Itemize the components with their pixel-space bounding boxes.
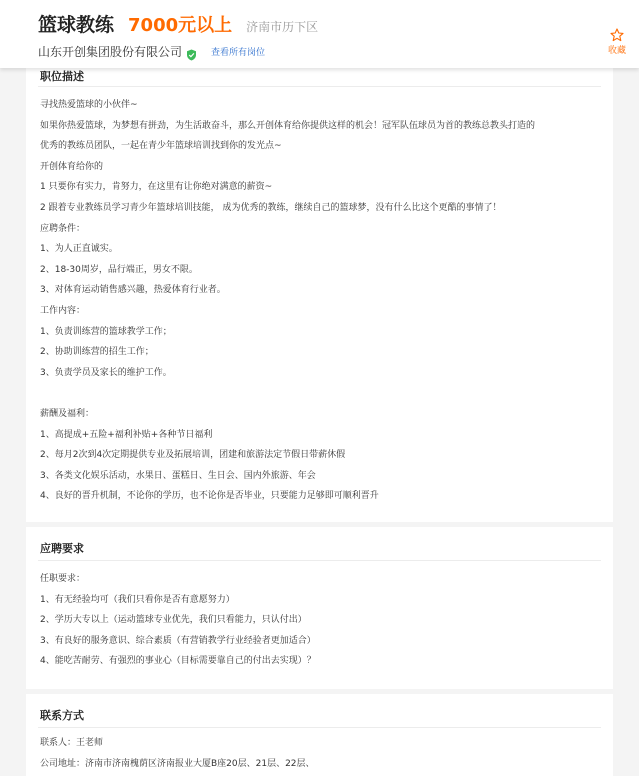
star-icon (610, 27, 624, 41)
description-lines (40, 95, 605, 507)
text-line: 2、学历大专以上（运动篮球专业优先，我们只看能力，只认付出） (40, 615, 307, 626)
requirements-lines (40, 569, 605, 672)
section-title: 应聘要求 (40, 542, 84, 555)
verified-shield-icon (186, 46, 197, 58)
text-line: 2、18-30周岁，品行端正，男女不限。 (40, 264, 198, 275)
divider (38, 727, 601, 728)
divider (38, 560, 601, 561)
job-location: 济南市历下区 (246, 20, 319, 34)
job-title: 篮球教练 (38, 14, 115, 36)
requirements-section (26, 527, 613, 689)
company-name[interactable]: 山东开创集团股份有限公司 (38, 45, 183, 59)
text-line: 薪酬及福利： (40, 408, 95, 419)
text-line: 优秀的教练员团队，一起在青少年篮球培训找到你的发光点~ (40, 141, 282, 152)
text-line: 3、各类文化娱乐活动，水果日、蛋糕日、生日会、国内外旅游、年会 (40, 470, 316, 481)
divider (38, 86, 601, 87)
text-line: 任职要求： (40, 574, 86, 584)
text-line (40, 383, 605, 404)
text-line: 如果你热爱篮球，为梦想有拼劲，为生活敢奋斗，那么开创体育给你提供这样的机会！冠军队伍球员为首的教练总教头打造的 (40, 120, 536, 131)
text-line: 2 跟着专业教练员学习青少年篮球培训技能， 成为优秀的教练，继续自己的篮球梦，没有什么比这个更酷的事情了！ (40, 202, 502, 213)
text-line: 1、负责训练营的篮球教学工作； (40, 326, 172, 337)
text-line: 2、协助训练营的招生工作； (40, 347, 154, 358)
text-line: 寻找热爱篮球的小伙伴~ (40, 100, 138, 110)
text-line: 联系人：王老师 (40, 738, 104, 748)
text-line: 1、高提成+五险+福利补贴+各种节日福利 (40, 429, 213, 440)
text-line: 2、每月2次到4次定期提供专业及拓展培训，团建和旅游法定节假日带薪休假 (40, 450, 346, 461)
text-line: 3、对体育运动销售感兴趣，热爱体育行业者。 (40, 285, 226, 296)
salary: 7000元以上 (128, 15, 233, 36)
favorite-button[interactable] (605, 27, 629, 56)
text-line: 应聘条件： (40, 223, 86, 234)
company-row (38, 43, 265, 60)
favorite-label: 收藏 (607, 46, 626, 56)
text-line: 工作内容： (40, 305, 86, 316)
text-line: 1、有无经验均可（我们只看你是否有意愿努力） (40, 594, 235, 605)
contact-lines (40, 733, 605, 774)
text-line: 1 只要你有实力，肯努力，在这里有让你绝对满意的薪资~ (40, 182, 273, 193)
text-line: 1、为人正直诚实。 (40, 244, 118, 255)
title-row (38, 10, 318, 37)
job-header (0, 0, 639, 68)
job-description-section (26, 60, 613, 522)
text-line: 4、能吃苦耐劳、有强烈的事业心（目标需要靠自己的付出去实现）？ (40, 656, 316, 667)
section-title: 职位描述 (40, 70, 84, 83)
section-title: 联系方式 (40, 709, 84, 722)
text-line: 4、良好的晋升机制，不论你的学历，也不论你是否毕业，只要能力足够即可顺利晋升 (40, 491, 379, 502)
text-line: 3、负责学员及家长的维护工作。 (40, 367, 172, 378)
text-line: 开创体育给你的 (40, 161, 104, 172)
view-all-jobs-link[interactable]: 查看所有岗位 (211, 48, 266, 58)
text-line: 公司地址：济南市济南槐荫区济南报业大厦B座20层、21层、22层、 (40, 758, 315, 769)
contact-section (26, 694, 613, 776)
text-line: 3、有良好的服务意识、综合素质（有营销教学行业经验者更加适合） (40, 635, 316, 646)
